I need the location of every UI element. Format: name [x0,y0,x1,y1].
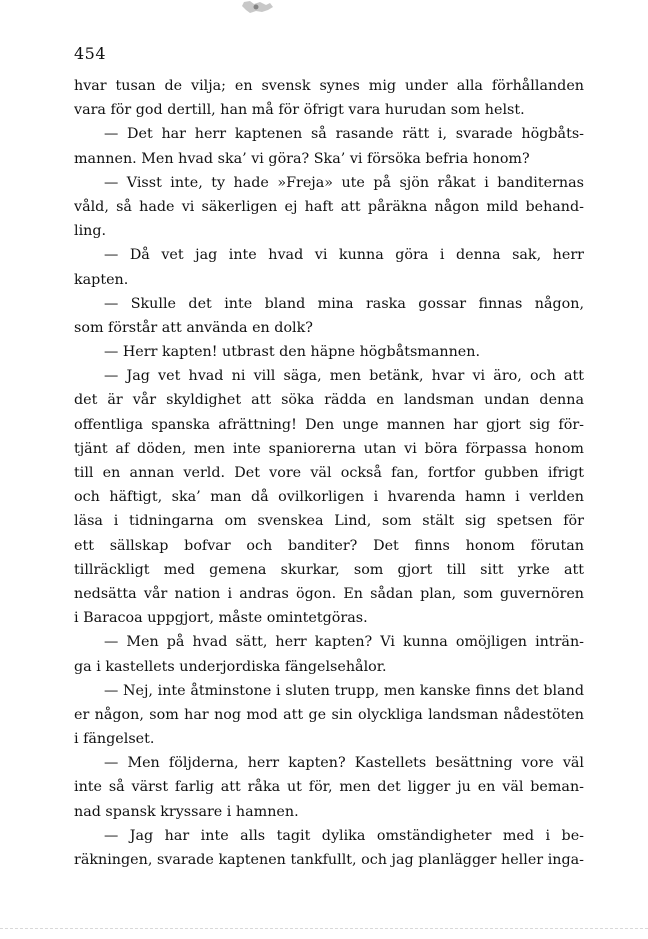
text-line: räkningen, svarade kaptenen tankfullt, och jag planlägger heller inga- [74,852,584,868]
text-line: i fängelset. [74,731,155,748]
page-number: 454 [74,44,107,63]
text-line: läsa i tidningarna om svenskea Lind, som stält sig spetsen för [74,513,584,530]
text-line: till en annan verld. Det vore väl också fan, fortfor gubben ifrigt [74,465,584,481]
text-line: — Herr kapten! utbrast den häpne högbåtsmannen. [104,344,481,361]
text-line: ga i kastellets underjordiska fängelsehålor. [74,658,387,675]
page-bottom-edge [0,928,648,930]
text-line: hvar tusan de vilja; en svensk synes mig under alla förhållanden [74,78,584,94]
text-line: som förstår att använda en dolk? [74,319,313,336]
text-line: tillräckligt med gemena skurkar, som gjort till sitt yrke att [74,561,584,578]
text-line: ett sällskap bofvar och banditer? Det finns honom förutan [74,537,584,554]
text-line: — Visst inte, ty hade »Freja» ute på sjön råkat i banditernas [104,174,584,191]
text-line: offentliga spanska afrättning! Den unge mannen har gjort sig för- [74,416,584,433]
text-line: kapten. [74,271,129,288]
text-line: — Skulle det inte bland mina raska gossar finnas någon, [104,295,584,312]
text-line: — Det har herr kaptenen så rasande rätt i, svarade högbåts- [104,126,584,143]
text-line: nedsätta vår nation i andras ögon. En sådan plan, som guvernören [74,585,584,602]
text-line: våld, så hade vi säkerligen ej haft att påräkna någon mild behand- [74,198,584,215]
text-line: inte så värst farlig att råka ut för, men det ligger ju en väl beman- [74,779,584,796]
text-line: och häftigt, ska’ man då ovilkorligen i hvarenda hamn i verlden [74,489,584,506]
text-line: vara för god dertill, han må för öfrigt vara hurudan som helst. [74,102,525,119]
text-line: — Men följderna, herr kapten? Kastellets besättning vore väl [104,755,584,772]
text-line: tjänt af döden, men inte spaniorerna utan vi böra förpassa honom [74,440,584,457]
text-line: — Nej, inte åtminstone i sluten trupp, men kanske finns det bland [104,682,584,699]
text-line: — Då vet jag inte hvad vi kunna göra i denna sak, herr [104,247,584,264]
text-line: — Jag vet hvad ni vill säga, men betänk, hvar vi äro, och att [104,368,584,385]
text-line: ling. [74,223,107,240]
ink-blot-mark [240,0,276,16]
body-text [74,74,584,872]
text-line: — Men på hvad sätt, herr kapten? Vi kunna omöjligen inträn- [104,634,584,651]
text-line: i Baracoa uppgjort, måste omintetgöras. [74,610,368,627]
text-line: nad spansk kryssare i hamnen. [74,803,299,820]
text-line: mannen. Men hvad ska’ vi göra? Ska’ vi försöka befria honom? [74,150,530,167]
text-line: — Jag har inte alls tagit dylika omständigheter med i be- [104,827,584,844]
text-line: det är vår skyldighet att söka rädda en landsman undan denna [74,392,584,409]
text-line: er någon, som har nog mod att ge sin olyckliga landsman nådestöten [74,706,584,723]
